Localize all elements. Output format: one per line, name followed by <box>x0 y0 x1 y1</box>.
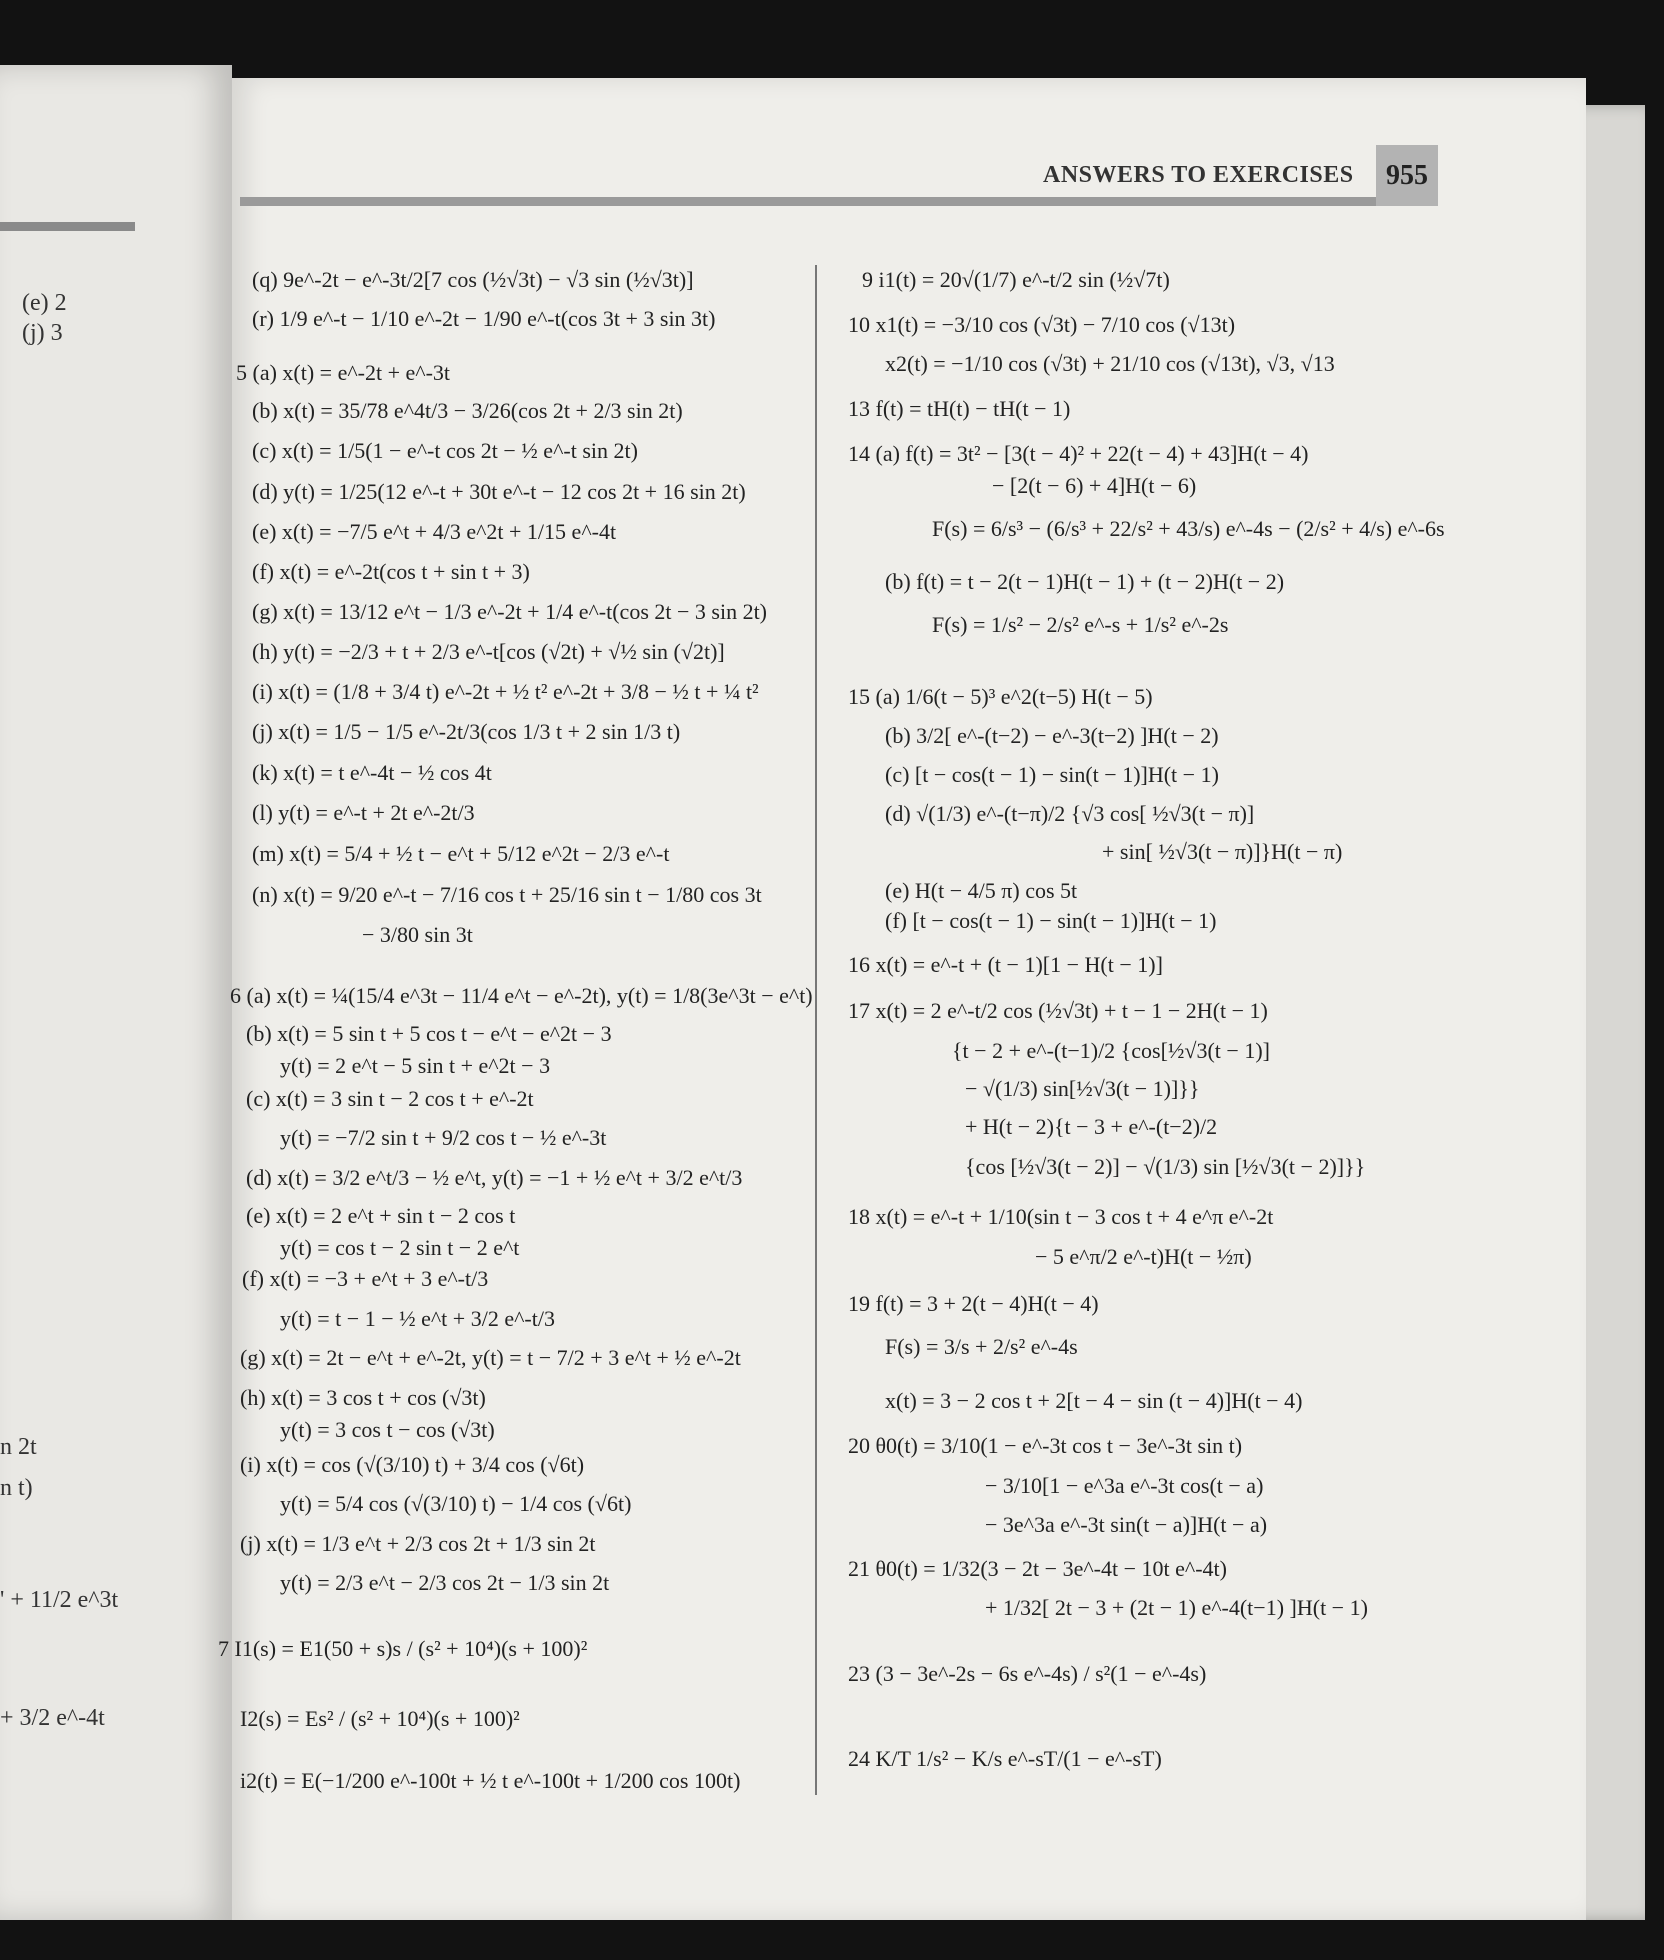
answer-line: (h) y(t) = −2/3 + t + 2/3 e^-t[cos (√2t) + √½ sin (√2t)] <box>252 639 725 664</box>
page-number: 955 <box>1376 145 1438 206</box>
left-page-fragment: (j) 3 <box>22 320 63 346</box>
answer-line: i2(t) = E(−1/200 e^-100t + ½ t e^-100t + 1/200 cos 100t) <box>240 1768 741 1793</box>
left-page-fragment: n t) <box>0 1475 33 1501</box>
answer-line: 14 (a) f(t) = 3t² − [3(t − 4)² + 22(t − 4) + 43]H(t − 4) <box>848 441 1309 466</box>
answer-line: 10 x1(t) = −3/10 cos (√3t) − 7/10 cos (√13t) <box>848 312 1236 337</box>
answer-line: 24 K/T 1/s² − K/s e^-sT/(1 − e^-sT) <box>848 1746 1162 1771</box>
column-divider <box>815 265 817 1795</box>
answer-line: x(t) = 3 − 2 cos t + 2[t − 4 − sin (t − 4)]H(t − 4) <box>885 1388 1303 1413</box>
answer-line: I2(s) = Es² / (s² + 10⁴)(s + 100)² <box>240 1706 520 1731</box>
left-page-header-rule <box>0 222 135 231</box>
answer-line: 17 x(t) = 2 e^-t/2 cos (½√3t) + t − 1 − 2H(t − 1) <box>848 998 1268 1023</box>
answer-line: (g) x(t) = 13/12 e^t − 1/3 e^-2t + 1/4 e^-t(cos 2t − 3 sin 2t) <box>252 599 768 624</box>
answer-line: (b) x(t) = 5 sin t + 5 cos t − e^t − e^2t − 3 <box>246 1021 612 1046</box>
answer-line: y(t) = 2 e^t − 5 sin t + e^2t − 3 <box>280 1053 551 1078</box>
answer-line: F(s) = 6/s³ − (6/s³ + 22/s² + 43/s) e^-4s − (2/s² + 4/s) e^-6s <box>932 516 1445 541</box>
answer-line: 23 (3 − 3e^-2s − 6s e^-4s) / s²(1 − e^-4s) <box>848 1661 1207 1686</box>
answer-line: y(t) = 3 cos t − cos (√3t) <box>280 1417 495 1442</box>
answer-line: y(t) = 5/4 cos (√(3/10) t) − 1/4 cos (√6t) <box>280 1491 632 1516</box>
answer-line: 19 f(t) = 3 + 2(t − 4)H(t − 4) <box>848 1291 1099 1316</box>
answer-line: (d) x(t) = 3/2 e^t/3 − ½ e^t, y(t) = −1 + ½ e^t + 3/2 e^t/3 <box>246 1165 743 1190</box>
answer-line: (f) [t − cos(t − 1) − sin(t − 1)]H(t − 1) <box>885 908 1217 933</box>
answer-line: (l) y(t) = e^-t + 2t e^-2t/3 <box>252 800 475 825</box>
answer-line: y(t) = cos t − 2 sin t − 2 e^t <box>280 1235 520 1260</box>
answer-line: 9 i1(t) = 20√(1/7) e^-t/2 sin (½√7t) <box>862 267 1170 292</box>
left-page-fragment: (e) 2 <box>22 290 67 316</box>
answer-line: F(s) = 3/s + 2/s² e^-4s <box>885 1334 1078 1359</box>
answer-line: 20 θ0(t) = 3/10(1 − e^-3t cos t − 3e^-3t sin t) <box>848 1433 1243 1458</box>
left-page-fragment: + 3/2 e^-4t <box>0 1705 105 1731</box>
answer-line: (k) x(t) = t e^-4t − ½ cos 4t <box>252 760 492 785</box>
answer-line: (b) 3/2[ e^-(t−2) − e^-3(t−2) ]H(t − 2) <box>885 723 1219 748</box>
answer-line: (g) x(t) = 2t − e^t + e^-2t, y(t) = t − 7/2 + 3 e^t + ½ e^-2t <box>240 1345 741 1370</box>
answer-line: (c) x(t) = 3 sin t − 2 cos t + e^-2t <box>246 1086 534 1111</box>
answer-line: − √(1/3) sin[½√3(t − 1)]}} <box>965 1076 1200 1101</box>
answer-line: (e) H(t − 4/5 π) cos 5t <box>885 878 1078 903</box>
answer-line: (b) x(t) = 35/78 e^4t/3 − 3/26(cos 2t + 2/3 sin 2t) <box>252 398 683 423</box>
answer-line: 6 (a) x(t) = ¼(15/4 e^3t − 11/4 e^t − e^-2t), y(t) = 1/8(3e^3t − e^t) <box>230 983 813 1008</box>
answer-line: − 3e^3a e^-3t sin(t − a)]H(t − a) <box>985 1512 1268 1537</box>
answer-line: 13 f(t) = tH(t) − tH(t − 1) <box>848 396 1071 421</box>
answer-line: (c) [t − cos(t − 1) − sin(t − 1)]H(t − 1) <box>885 762 1219 787</box>
answer-line: 5 (a) x(t) = e^-2t + e^-3t <box>236 360 451 385</box>
answer-line: y(t) = −7/2 sin t + 9/2 cos t − ½ e^-3t <box>280 1125 607 1150</box>
answer-line: 15 (a) 1/6(t − 5)³ e^2(t−5) H(t − 5) <box>848 684 1153 709</box>
answer-line: 7 I1(s) = E1(50 + s)s / (s² + 10⁴)(s + 100)² <box>218 1636 588 1661</box>
answer-line: − 5 e^π/2 e^-t)H(t − ½π) <box>1035 1244 1252 1269</box>
answer-line: − 3/10[1 − e^3a e^-3t cos(t − a) <box>985 1473 1264 1498</box>
answer-line: 21 θ0(t) = 1/32(3 − 2t − 3e^-4t − 10t e^-4t) <box>848 1556 1227 1581</box>
answer-line: − 3/80 sin 3t <box>362 922 473 947</box>
answer-line: (h) x(t) = 3 cos t + cos (√3t) <box>240 1385 486 1410</box>
answer-line: x2(t) = −1/10 cos (√3t) + 21/10 cos (√13t), √3, √13 <box>885 351 1335 376</box>
answer-line: (j) x(t) = 1/3 e^t + 2/3 cos 2t + 1/3 sin 2t <box>240 1531 596 1556</box>
answer-line: 16 x(t) = e^-t + (t − 1)[1 − H(t − 1)] <box>848 952 1163 977</box>
answer-line: (j) x(t) = 1/5 − 1/5 e^-2t/3(cos 1/3 t + 2 sin 1/3 t) <box>252 719 681 744</box>
answer-line: (m) x(t) = 5/4 + ½ t − e^t + 5/12 e^2t − 2/3 e^-t <box>252 841 670 866</box>
answer-line: y(t) = 2/3 e^t − 2/3 cos 2t − 1/3 sin 2t <box>280 1570 610 1595</box>
answer-line: (c) x(t) = 1/5(1 − e^-t cos 2t − ½ e^-t sin 2t) <box>252 438 638 463</box>
answer-line: (r) 1/9 e^-t − 1/10 e^-2t − 1/90 e^-t(cos 3t + 3 sin 3t) <box>252 306 716 331</box>
answer-line: (n) x(t) = 9/20 e^-t − 7/16 cos t + 25/16 sin t − 1/80 cos 3t <box>252 882 762 907</box>
answer-line: + sin[ ½√3(t − π)]}H(t − π) <box>1102 839 1343 864</box>
answer-line: (e) x(t) = 2 e^t + sin t − 2 cos t <box>246 1203 516 1228</box>
answer-line: {t − 2 + e^-(t−1)/2 {cos[½√3(t − 1)] <box>952 1038 1270 1063</box>
answer-line: (f) x(t) = −3 + e^t + 3 e^-t/3 <box>242 1266 489 1291</box>
answer-line: (i) x(t) = (1/8 + 3/4 t) e^-2t + ½ t² e^-2t + 3/8 − ½ t + ¼ t² <box>252 679 759 704</box>
answer-line: (d) √(1/3) e^-(t−π)/2 {√3 cos[ ½√3(t − π)] <box>885 801 1255 826</box>
running-header: ANSWERS TO EXERCISES <box>1043 162 1354 188</box>
answer-line: (f) x(t) = e^-2t(cos t + sin t + 3) <box>252 559 530 584</box>
answer-line: y(t) = t − 1 − ½ e^t + 3/2 e^-t/3 <box>280 1306 555 1331</box>
answer-line: {cos [½√3(t − 2)] − √(1/3) sin [½√3(t − 2)]}} <box>965 1154 1366 1179</box>
answer-line: + 1/32[ 2t − 3 + (2t − 1) e^-4(t−1) ]H(t − 1) <box>985 1595 1368 1620</box>
answer-line: 18 x(t) = e^-t + 1/10(sin t − 3 cos t + 4 e^π e^-2t <box>848 1204 1274 1229</box>
answer-line: F(s) = 1/s² − 2/s² e^-s + 1/s² e^-2s <box>932 612 1229 637</box>
answer-line: (q) 9e^-2t − e^-3t/2[7 cos (½√3t) − √3 sin (½√3t)] <box>252 267 694 292</box>
answer-line: − [2(t − 6) + 4]H(t − 6) <box>992 473 1197 498</box>
answer-line: (d) y(t) = 1/25(12 e^-t + 30t e^-t − 12 cos 2t + 16 sin 2t) <box>252 479 746 504</box>
left-page-fragment: n 2t <box>0 1434 37 1460</box>
answer-line: (e) x(t) = −7/5 e^t + 4/3 e^2t + 1/15 e^-4t <box>252 519 617 544</box>
left-page-fragment: ' + 11/2 e^3t <box>0 1587 119 1613</box>
answer-line: (b) f(t) = t − 2(t − 1)H(t − 1) + (t − 2)H(t − 2) <box>885 569 1285 594</box>
answer-line: + H(t − 2){t − 3 + e^-(t−2)/2 <box>965 1114 1218 1139</box>
answer-line: (i) x(t) = cos (√(3/10) t) + 3/4 cos (√6t) <box>240 1452 585 1477</box>
header-rule <box>240 197 1435 206</box>
